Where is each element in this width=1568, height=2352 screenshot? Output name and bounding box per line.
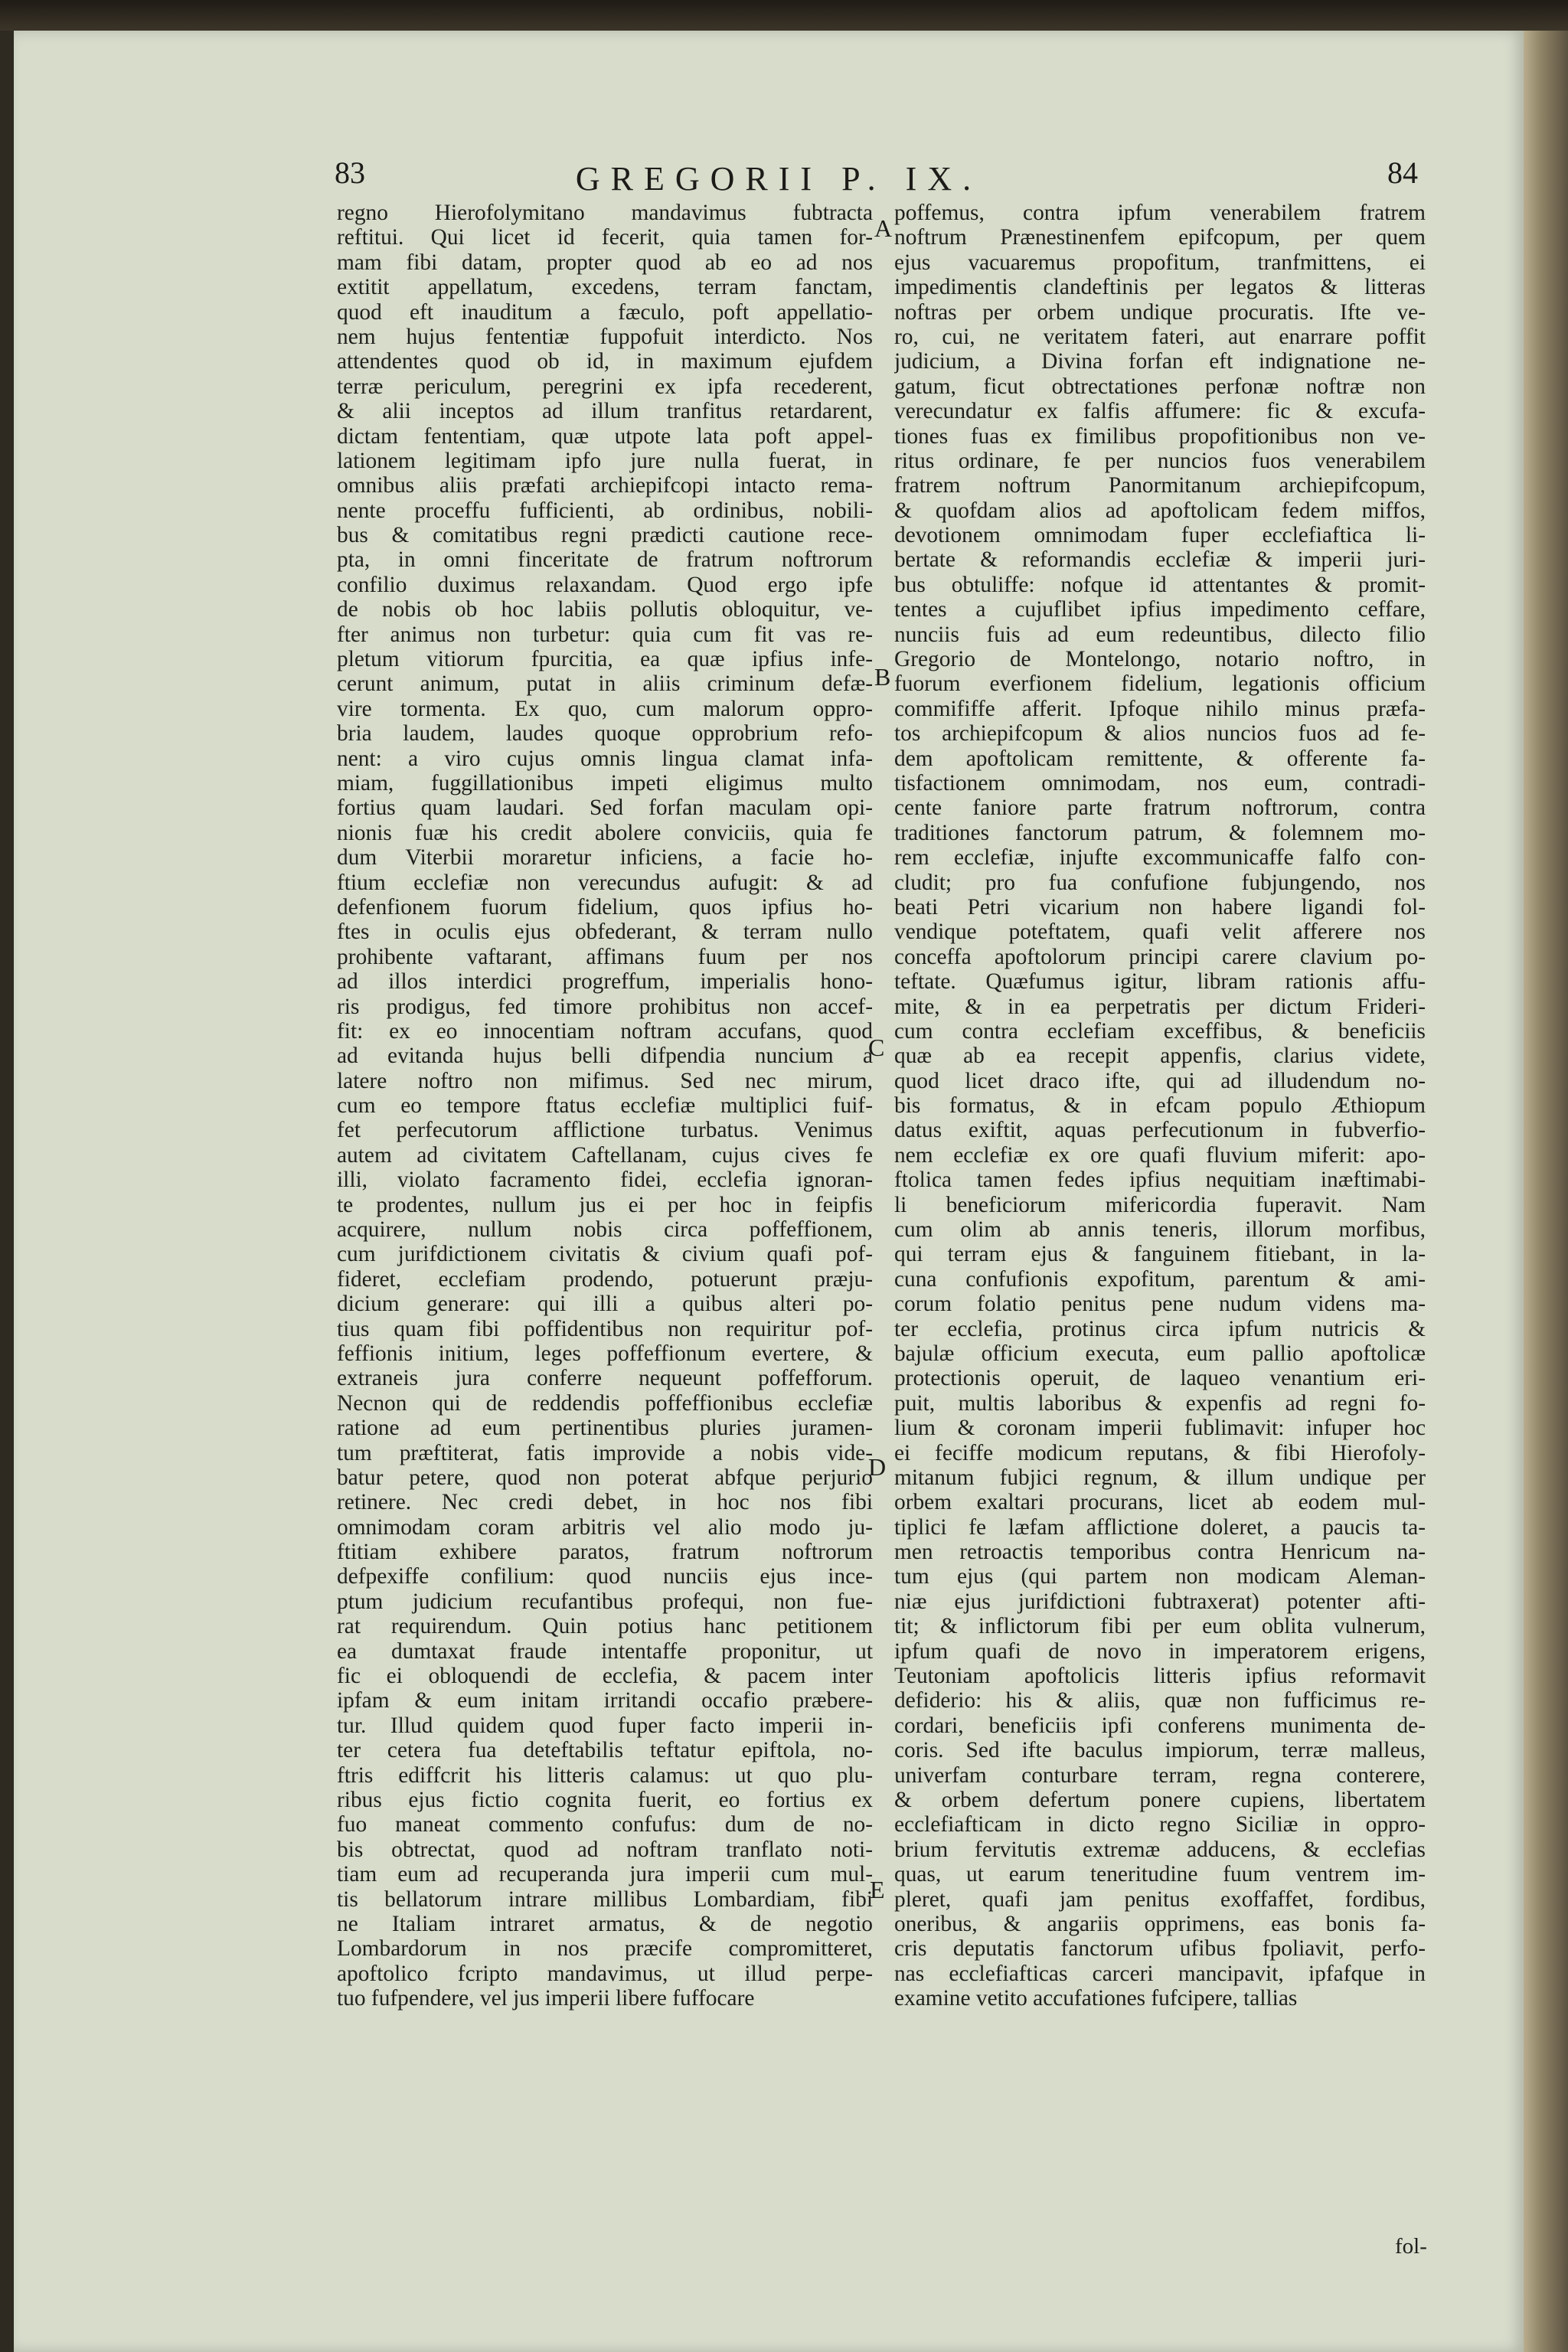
book-top-edge — [0, 0, 1568, 31]
margin-letter-b: B — [874, 663, 891, 691]
text-line: mite, & in ea perpetratis per dictum Frideri- — [894, 994, 1426, 1019]
text-line: ratione ad eum pertinentibus pluries juramen- — [337, 1416, 873, 1441]
text-line: feffionis initium, leges poffeffionum evertere, & — [337, 1341, 873, 1366]
text-line: nunciis fuis ad eum redeuntibus, dilecto filio — [894, 622, 1426, 647]
text-line: fratrem noftrum Panormitanum archiepifcopum, — [894, 473, 1426, 498]
text-line: ad illos interdici progreffum, imperialis hono- — [337, 969, 873, 995]
text-line: fuo maneat commento confufus: dum de no- — [337, 1812, 873, 1838]
text-line: quæ ab ea recepit appenfis, clarius videte, — [894, 1044, 1426, 1069]
margin-letter-a: A — [874, 214, 893, 242]
text-line: Teutoniam apoftolicis litteris ipfius reformavit — [894, 1664, 1426, 1689]
text-line: & orbem defertum ponere cupiens, libertatem — [894, 1788, 1426, 1812]
margin-letter-c: C — [868, 1034, 885, 1061]
text-line: cris deputatis fanctorum ufibus fpoliavit, perfo- — [894, 1936, 1426, 1962]
text-line: noftras per orbem undique procuratis. Ifte ve- — [894, 299, 1426, 325]
text-line: Gregorio de Montelongo, notario noftro, in — [894, 647, 1426, 672]
text-line: ei feciffe modicum reputans, & fibi Hierofoly- — [894, 1440, 1426, 1465]
text-line: coris. Sed ifte baculus impiorum, terræ malleus, — [894, 1738, 1426, 1763]
text-line: quas, ut earum teneritudine fuum ventrem im- — [894, 1862, 1426, 1887]
text-line: quod eft inauditum a fæculo, poft appellatio- — [337, 299, 873, 325]
text-line: beati Petri vicarium non habere ligandi fol- — [894, 894, 1426, 920]
text-line: ad evitanda hujus belli difpendia nuncium a — [337, 1044, 873, 1069]
text-line: mitanum fubjici regnum, & illum undique per — [894, 1465, 1426, 1490]
text-line: bis obtrectat, quod ad noftram tranflato noti- — [337, 1837, 873, 1862]
text-line: confilio duximus relaxandam. Quod ergo ipfe — [337, 572, 873, 597]
margin-letter-e: E — [870, 1876, 885, 1903]
text-line: cum jurifdictionem civitatis & civium quafi pof- — [337, 1242, 873, 1267]
text-line: protectionis operuit, de laqueo venantium eri- — [894, 1366, 1426, 1391]
text-line: judicium, a Divina forfan eft indignatione ne- — [894, 349, 1426, 374]
page-number-left: 83 — [335, 155, 365, 190]
text-line: nente proceffu fufficienti, ab ordinibus, nobili- — [337, 498, 873, 523]
text-line: cludit; pro fua confufione fubjungendo, nos — [894, 870, 1426, 895]
text-line: ne Italiam intraret armatus, & de negotio — [337, 1911, 873, 1936]
text-line: & alii inceptos ad illum tranfitus retardarent, — [337, 399, 873, 424]
text-line: tos archiepifcopum & alios nuncios fuos ad fe- — [894, 721, 1426, 746]
text-line: quod licet draco ifte, qui ad illudendum no- — [894, 1068, 1426, 1093]
text-line: bis formatus, & in efcam populo Æthiopum — [894, 1093, 1426, 1119]
text-line: de nobis ob hoc labiis pollutis obloquitur, ve- — [337, 597, 873, 622]
text-line: batur petere, quod non poterat abfque perjurio — [337, 1465, 873, 1490]
text-line: bus & comitatibus regni prædicti cautione rece- — [337, 523, 873, 548]
text-line: tius quam fibi poffidentibus non requiritur pof- — [337, 1316, 873, 1341]
text-line: conceffa apoftolorum principi carere clavium po- — [894, 944, 1426, 969]
text-line: miam, fuggillationibus impeti eligimus multo — [337, 770, 873, 795]
text-line: cordari, beneficiis ipfi conferens munimenta de- — [894, 1713, 1426, 1738]
text-line: reftitui. Qui licet id fecerit, quia tamen for- — [337, 225, 873, 250]
page-gutter-edge — [1524, 31, 1568, 2352]
text-line: Necnon qui de reddendis poffeffionibus ecclefiæ — [337, 1390, 873, 1416]
text-line: impedimentis clandeftinis per legatos & litteras — [894, 275, 1426, 300]
text-line: nionis fuæ his credit abolere conviciis, quia fe — [337, 820, 873, 845]
text-line: ptum judicium recufantibus profequi, non fue- — [337, 1589, 873, 1614]
text-line: defenfionem fuorum fidelium, quos ipfius ho- — [337, 894, 873, 920]
text-line: ftes in oculis ejus obfederant, & terram nullo — [337, 920, 873, 945]
text-line: fideret, ecclefiam prodendo, potuerunt præju- — [337, 1266, 873, 1292]
text-line: tiones fuas ex fimilibus propofitionibus non ve- — [894, 423, 1426, 449]
running-title: GREGORII P. IX. — [575, 160, 982, 198]
text-line: mam fibi datam, propter quod ab eo ad nos — [337, 250, 873, 275]
text-line: dictam fententiam, quæ utpote lata poft appel- — [337, 423, 873, 449]
text-line: fet perfecutorum afflictione turbatus. Venimus — [337, 1118, 873, 1143]
text-line: ris prodigus, fed timore prohibitus non accef- — [337, 994, 873, 1019]
text-line: tum ejus (qui partem non modicam Aleman- — [894, 1564, 1426, 1589]
text-line: bajulæ officium executa, eum pallio apoftolicæ — [894, 1341, 1426, 1366]
text-line: puit, multis laboribus & expenfis ad regni fo- — [894, 1390, 1426, 1416]
text-line: extraneis jura conferre nequeunt poffefforum. — [337, 1366, 873, 1391]
text-line: nem ecclefiæ ex ore quafi fluvium miferit: apo- — [894, 1142, 1426, 1168]
text-line: attendentes quod ob id, in maximum ejufdem — [337, 349, 873, 374]
text-line: tum præftiterat, fatis improvide a nobis vide- — [337, 1440, 873, 1465]
text-line: men retroactis temporibus contra Henricum na- — [894, 1540, 1426, 1565]
text-line: illi, violato facramento fidei, ecclefia ignoran- — [337, 1168, 873, 1193]
text-line: noftrum Prænestinenfem epifcopum, per quem — [894, 225, 1426, 250]
page-number-right: 84 — [1387, 155, 1418, 190]
text-line: Lombardorum in nos præcife compromitteret, — [337, 1936, 873, 1962]
text-line: bria laudem, laudes quoque opprobrium refo- — [337, 721, 873, 746]
margin-letter-d: D — [868, 1453, 887, 1481]
text-line: tiam eum ad recuperanda jura imperii cum mul- — [337, 1862, 873, 1887]
text-line: pleret, quafi jam penitus exoffaffet, fordibus, — [894, 1886, 1426, 1912]
text-column-right — [894, 201, 1426, 2011]
text-line: commififfe afferit. Ipfoque nihilo minus præfa- — [894, 696, 1426, 721]
text-line: teftate. Quæfumus igitur, libram rationis affu- — [894, 969, 1426, 995]
text-line: ritus ordinare, fe per nuncios fuos venerabilem — [894, 448, 1426, 473]
text-line: dem apoftolicam remittente, & offerente fa- — [894, 746, 1426, 771]
text-line: rem ecclefiæ, injufte excommunicaffe falfo con- — [894, 845, 1426, 871]
text-column-left — [337, 201, 873, 2011]
text-line: defpexiffe confilium: quod nunciis ejus ince- — [337, 1564, 873, 1589]
text-line: retinere. Nec credi debet, in hoc nos fibi — [337, 1490, 873, 1515]
text-line: fuorum everfionem fidelium, legationis officium — [894, 671, 1426, 697]
text-line: dum Viterbii moraretur inficiens, a facie ho- — [337, 845, 873, 871]
text-line: corum folatio penitus pene nudum videns ma- — [894, 1292, 1426, 1317]
text-line: gatum, ficut obtrectationes perfonæ noftræ non — [894, 374, 1426, 399]
text-line: dicium generare: qui illi a quibus alteri po- — [337, 1292, 873, 1317]
text-line: datus exiftit, aquas perfecutionum in fubverfio- — [894, 1118, 1426, 1143]
text-line: te prodentes, nullum jus ei per hoc in feipfis — [337, 1192, 873, 1217]
text-line: tuo fufpendere, vel jus imperii libere fuffocare — [337, 1986, 755, 2011]
text-line: fic ei obloquendi de ecclefia, & pacem inter — [337, 1664, 873, 1689]
text-line: ter ecclefia, protinus circa ipfum nutricis & — [894, 1316, 1426, 1341]
text-line: ftris ediffcrit his litteris calamus: ut quo plu- — [337, 1762, 873, 1788]
text-line: ecclefiafticam in dicto regno Siciliæ in oppro- — [894, 1812, 1426, 1838]
text-line: poffemus, contra ipfum venerabilem fratrem — [894, 201, 1426, 225]
text-line: vire tormenta. Ex quo, cum malorum oppro- — [337, 696, 873, 721]
catchword: fol- — [1395, 2234, 1427, 2259]
text-line: regno Hierofolymitano mandavimus fubtracta — [337, 201, 873, 225]
text-line: li beneficiorum mifericordia fuperavit. Nam — [894, 1192, 1426, 1217]
text-line: cum contra ecclefiam exceffibus, & beneficiis — [894, 1018, 1426, 1044]
text-line: ipfum quafi de novo in imperatorem erigens, — [894, 1638, 1426, 1664]
text-line: apoftolico fcripto mandavimus, ut illud perpe- — [337, 1961, 873, 1986]
text-line: verecundatur ex falfis affumere: fic & excufa- — [894, 399, 1426, 424]
text-line: devotionem omnimodam fuper ecclefiaftica li- — [894, 523, 1426, 548]
text-line: ftitiam exhibere paratos, fratrum noftrorum — [337, 1540, 873, 1565]
text-line: cum eo tempore ftatus ecclefiæ multiplici fuif- — [337, 1093, 873, 1119]
text-line: nas ecclefiafticas carceri mancipavit, ipfafque in — [894, 1961, 1426, 1986]
text-line: fter animus non turbetur: quia cum fit vas re- — [337, 622, 873, 647]
text-line: tisfactionem omnimodam, nos eum, contradi- — [894, 770, 1426, 795]
text-line: cerunt animum, putat in aliis criminum defæ- — [337, 671, 873, 697]
text-line: lium & coronam imperii fublimavit: infuper hoc — [894, 1416, 1426, 1441]
text-line: pta, in omni finceritate de fratrum noftrorum — [337, 547, 873, 573]
text-line: ea dumtaxat fraude intentaffe proponitur, ut — [337, 1638, 873, 1664]
text-line: prohibente vaftarant, affimans fuum per nos — [337, 944, 873, 969]
text-line: ejus vacuaremus propofitum, tranfmittens, ei — [894, 250, 1426, 275]
text-line: ro, cui, ne veritatem fateri, aut enarrare poffit — [894, 324, 1426, 349]
text-line: bus obtuliffe: nofque id attentantes & promit- — [894, 572, 1426, 597]
text-line: cente faniore parte fratrum noftrorum, contra — [894, 795, 1426, 821]
text-line: latere noftro non mifimus. Sed nec mirum, — [337, 1068, 873, 1093]
text-line: tiplici fe læfam afflictione doleret, a paucis ta- — [894, 1514, 1426, 1540]
text-line: brium fervitutis extremæ adducens, & ecclefias — [894, 1837, 1426, 1862]
text-line: omnimodam coram arbitris vel alio modo ju- — [337, 1514, 873, 1540]
text-line: tentes a cujuflibet ipfius impedimento ceffare, — [894, 597, 1426, 622]
text-line: tur. Illud quidem quod fuper facto imperii in- — [337, 1713, 873, 1738]
text-line: acquirere, nullum nobis circa poffeffionem, — [337, 1217, 873, 1243]
text-line: omnibus aliis præfati archiepifcopi intacto rema- — [337, 473, 873, 498]
text-line: niæ ejus jurifdictioni fubtraxerat) potenter afti- — [894, 1589, 1426, 1614]
text-line: rat requirendum. Quin potius hanc petitionem — [337, 1614, 873, 1639]
text-line: autem ad civitatem Caftellanam, cujus cives fe — [337, 1142, 873, 1168]
text-line: bertate & reformandis ecclefiæ & imperii juri- — [894, 547, 1426, 573]
text-line: examine vetito accufationes fufcipere, tallias — [894, 1986, 1298, 2011]
text-line: cuna confufionis expofitum, parentum & ami- — [894, 1266, 1426, 1292]
text-line: extitit appellatum, excedens, terram fanctam, — [337, 275, 873, 300]
text-line: defiderio: his & aliis, quæ non fufficimus re- — [894, 1688, 1426, 1713]
text-line: terræ periculum, peregrini ex ipfa recederent, — [337, 374, 873, 399]
text-line: ribus ejus fictio cognita fuerit, eo fortius ex — [337, 1788, 873, 1812]
text-line: fit: ex eo innocentiam noftram accufans, quod — [337, 1018, 873, 1044]
text-line: ipfam & eum initam irritandi occafio præbere- — [337, 1688, 873, 1713]
text-line: fortius quam laudari. Sed forfan maculam opi- — [337, 795, 873, 821]
text-line: ter cetera fua deteftabilis teftatur epiftola, no- — [337, 1738, 873, 1763]
text-line: nent: a viro cujus omnis lingua clamat infa- — [337, 746, 873, 771]
text-line: traditiones fanctorum patrum, & folemnem mo- — [894, 820, 1426, 845]
text-line: nem hujus fententiæ fuppofuit interdicto. Nos — [337, 324, 873, 349]
text-line: & quofdam alios ad apoftolicam fedem miffos, — [894, 498, 1426, 523]
text-line: tis bellatorum intrare millibus Lombardiam, fibi — [337, 1886, 873, 1912]
text-line: ftolica tamen fedes ipfius nequitiam inæftimabi- — [894, 1168, 1426, 1193]
text-line: qui terram ejus & fanguinem fitiebant, in la- — [894, 1242, 1426, 1267]
text-line: pletum vitiorum fpurcitia, ea quæ ipfius infe- — [337, 647, 873, 672]
text-line: lationem legitimam ipfo jure nulla fuerat, in — [337, 448, 873, 473]
text-line: cum olim ab annis teneris, illorum morfibus, — [894, 1217, 1426, 1243]
text-line: orbem exaltari procurans, licet ab eodem mul- — [894, 1490, 1426, 1515]
text-line: vendique poteftatem, quafi velit afferere nos — [894, 920, 1426, 945]
text-line: oneribus, & angariis opprimens, eas bonis fa- — [894, 1911, 1426, 1936]
text-line: univerfam conturbare terram, regna conterere, — [894, 1762, 1426, 1788]
text-line: ftium ecclefiæ non verecundus aufugit: & ad — [337, 870, 873, 895]
text-line: tit; & inflictorum fibi per eum oblita vulnerum, — [894, 1614, 1426, 1639]
